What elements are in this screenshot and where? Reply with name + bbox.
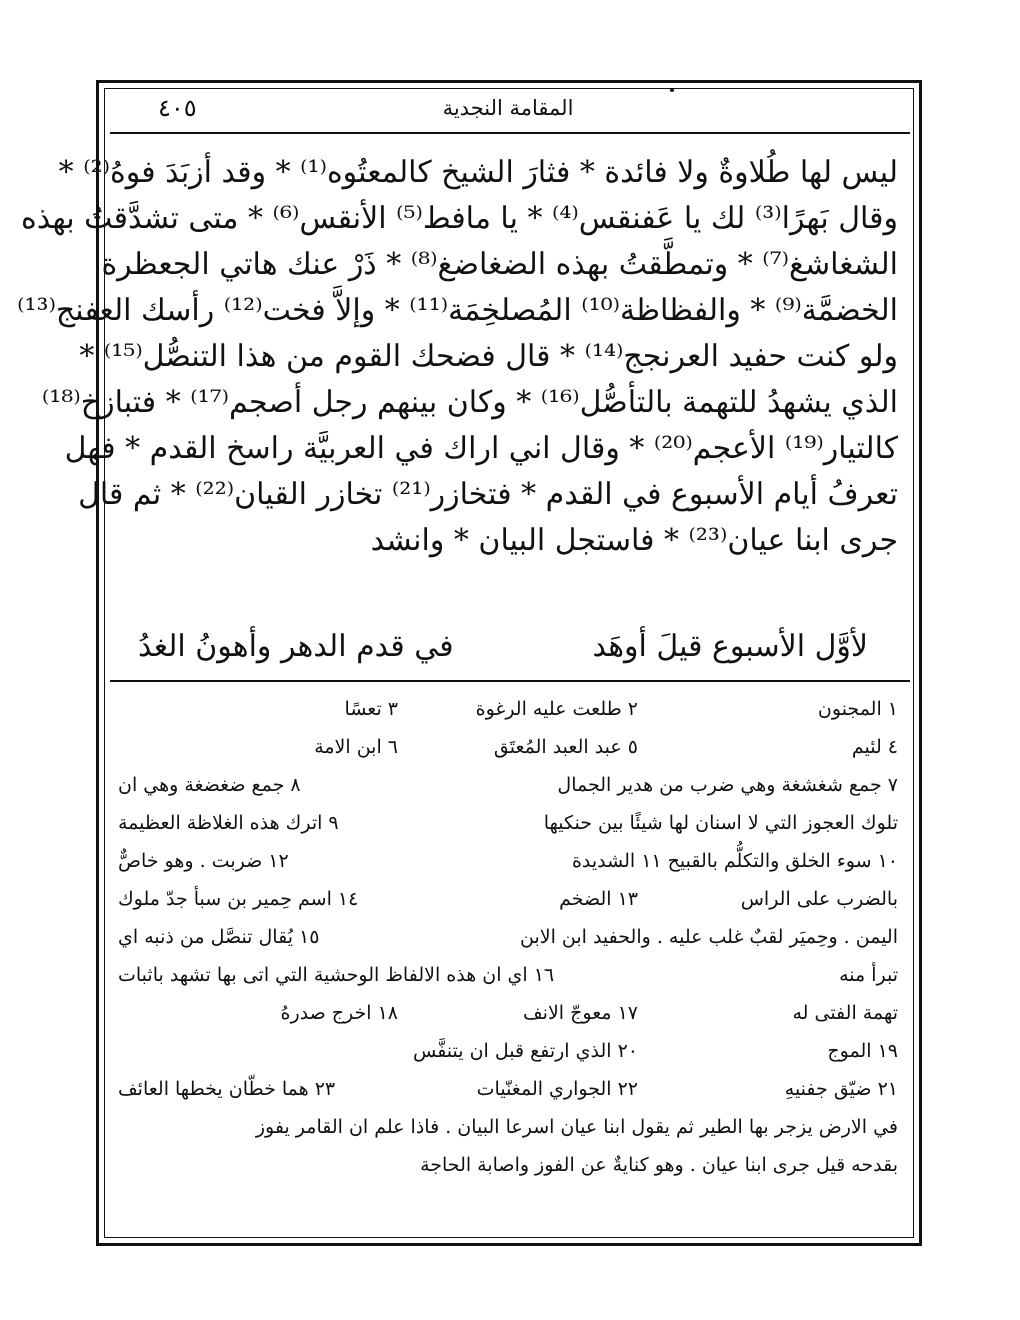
footnote-continuation [118,1146,898,1184]
footnote: بالضرب على الراس [740,888,898,910]
page-title: المقامة النجدية [442,96,574,120]
text-line: تعرفُ أيام الأسبوع في القدم * فتخازر⁽²¹⁾ تخازر القيان⁽²²⁾ * ثم قال [78,477,898,512]
footnote: ٦ ابن الامة [314,736,398,758]
footnote: ٢٢ الجواري المغنّيات [476,1078,638,1100]
header-dot [670,88,674,92]
footnote: ١٣ الضخم [559,888,638,910]
footnote-row [118,690,898,728]
footnote-row [118,918,898,956]
footnote: ٣ تعسًا [344,698,398,720]
footnote: ٢ طلعت عليه الرغوة [475,698,638,720]
footnote-row [118,842,898,880]
text-line: وقال بَهرًا⁽³⁾ لك يا عَفنقس⁽⁴⁾ * يا مافط⁽⁵⁾ الأنقس⁽⁶⁾ * متى تشدَّقتُ بهذه [20,201,898,236]
footnote-row [118,956,898,994]
footnote: في الارض يزجر بها الطير ثم يقول ابنا عيان اسرعا البيان . فاذا علم ان القامر يفوز [255,1116,898,1138]
text-line: ولو كنت حفيد العرنجج⁽¹⁴⁾ * قال فضحك القوم من هذا التنصُّل⁽¹⁵⁾ * [79,339,898,374]
footnote: تهمة الفتى له [792,1002,898,1024]
footnote: ١ المجنون [817,698,898,720]
footnote: ١٩ الموج [827,1040,898,1062]
text-line: الذي يشهدُ للتهمة بالتأصُّل⁽¹⁶⁾ * وكان بينهم رجل أصجم⁽¹⁷⁾ * فتبازخ⁽¹⁸⁾ [41,385,898,420]
footnote: ١٠ سوء الخلق والتكلُّم بالقبيح ١١ الشديدة [571,850,898,872]
text-line: ليس لها طُلاوةٌ ولا فائدة * فثارَ الشيخ كالمعتُوه⁽¹⁾ * وقد أزبَدَ فوهُ⁽²⁾ * [58,155,898,190]
footnote: ٢٣ هما خطّان يخطها العائف [118,1078,336,1100]
footnote: ٩ اترك هذه الغلاظة العظيمة [118,812,339,834]
text-line: الشغاشغ⁽⁷⁾ * وتمطَّقتُ بهذه الضغاضغ⁽⁸⁾ * ذَرْ عنك هاتي الجعظرة [101,247,898,282]
footnote: ٧ جمع شغشغة وهي ضرب من هدير الجمال [557,774,898,796]
footnote: ٢٠ الذي ارتفع قبل ان يتنفَّس [412,1040,638,1062]
footnote-continuation [118,1108,898,1146]
footnote: ١٨ اخرج صدرهُ [280,1002,398,1024]
footnote: ٤ لئيم [851,736,898,758]
footnote-row [118,880,898,918]
footnote: ١٤ اسم حِمير بن سبأ جدّ ملوك [118,888,359,910]
footnote: تبرأ منه [839,964,898,986]
footnote-row [118,728,898,766]
text-line: جرى ابنا عيان⁽²³⁾ * فاستجل البيان * وانشد [370,523,898,558]
footnotes [118,690,898,1184]
footnote: بقدحه قيل جرى ابنا عيان . وهو كنايةٌ عن الفوز واصابة الحاجة [420,1154,898,1176]
footnote: ١٧ معوجّ الانف [523,1002,638,1024]
text-line: الخضمَّة⁽⁹⁾ * والفظاظة⁽¹⁰⁾ المُصلخِمَة⁽¹¹⁾ * وإلاَّ فخت⁽¹²⁾ رأسك العفنج⁽¹³⁾ [17,293,898,328]
footnote: ٨ جمع ضغضغة وهي ان [118,774,301,796]
footnote-row [118,766,898,804]
footnote: تلوك العجوز التي لا اسنان لها شيئًا بين حنكيها [543,812,898,834]
page-header [118,94,898,130]
footnote-row [118,1070,898,1108]
verse-hemistich-1: لأوَّل الأسبوع قيلَ أوهَد [592,629,868,664]
header-rule [110,132,910,134]
footnote: ٥ عبد العبد المُعتَق [493,736,638,758]
footnote-row [118,804,898,842]
text-line: كالتيار⁽¹⁹⁾ الأعجم⁽²⁰⁾ * وقال اني اراك في العربيَّة راسخ القدم * فهل [64,431,898,466]
footnote: ١٦ اي ان هذه الالفاظ الوحشية التي اتى بها تشهد باثبات [118,964,555,986]
footnote: ١٥ يُقال تنصَّل من ذنبه اي [118,926,320,948]
verse [118,624,898,670]
footnote: ٢١ ضيّق جفنيهِ [784,1078,898,1100]
notes-rule [110,680,910,682]
footnote: ١٢ ضربت . وهو خاصٌّ [118,850,289,872]
footnote: اليمن . وحِميَر لقبٌ غلب عليه . والحفيد ابن الابن [519,926,898,948]
page-number: ٤٠٥ [158,94,197,122]
main-text [17,150,898,564]
footnote-row [118,994,898,1032]
footnote-row [118,1032,898,1070]
verse-hemistich-2: في قدم الدهر وأهونُ الغدُ [138,629,454,664]
